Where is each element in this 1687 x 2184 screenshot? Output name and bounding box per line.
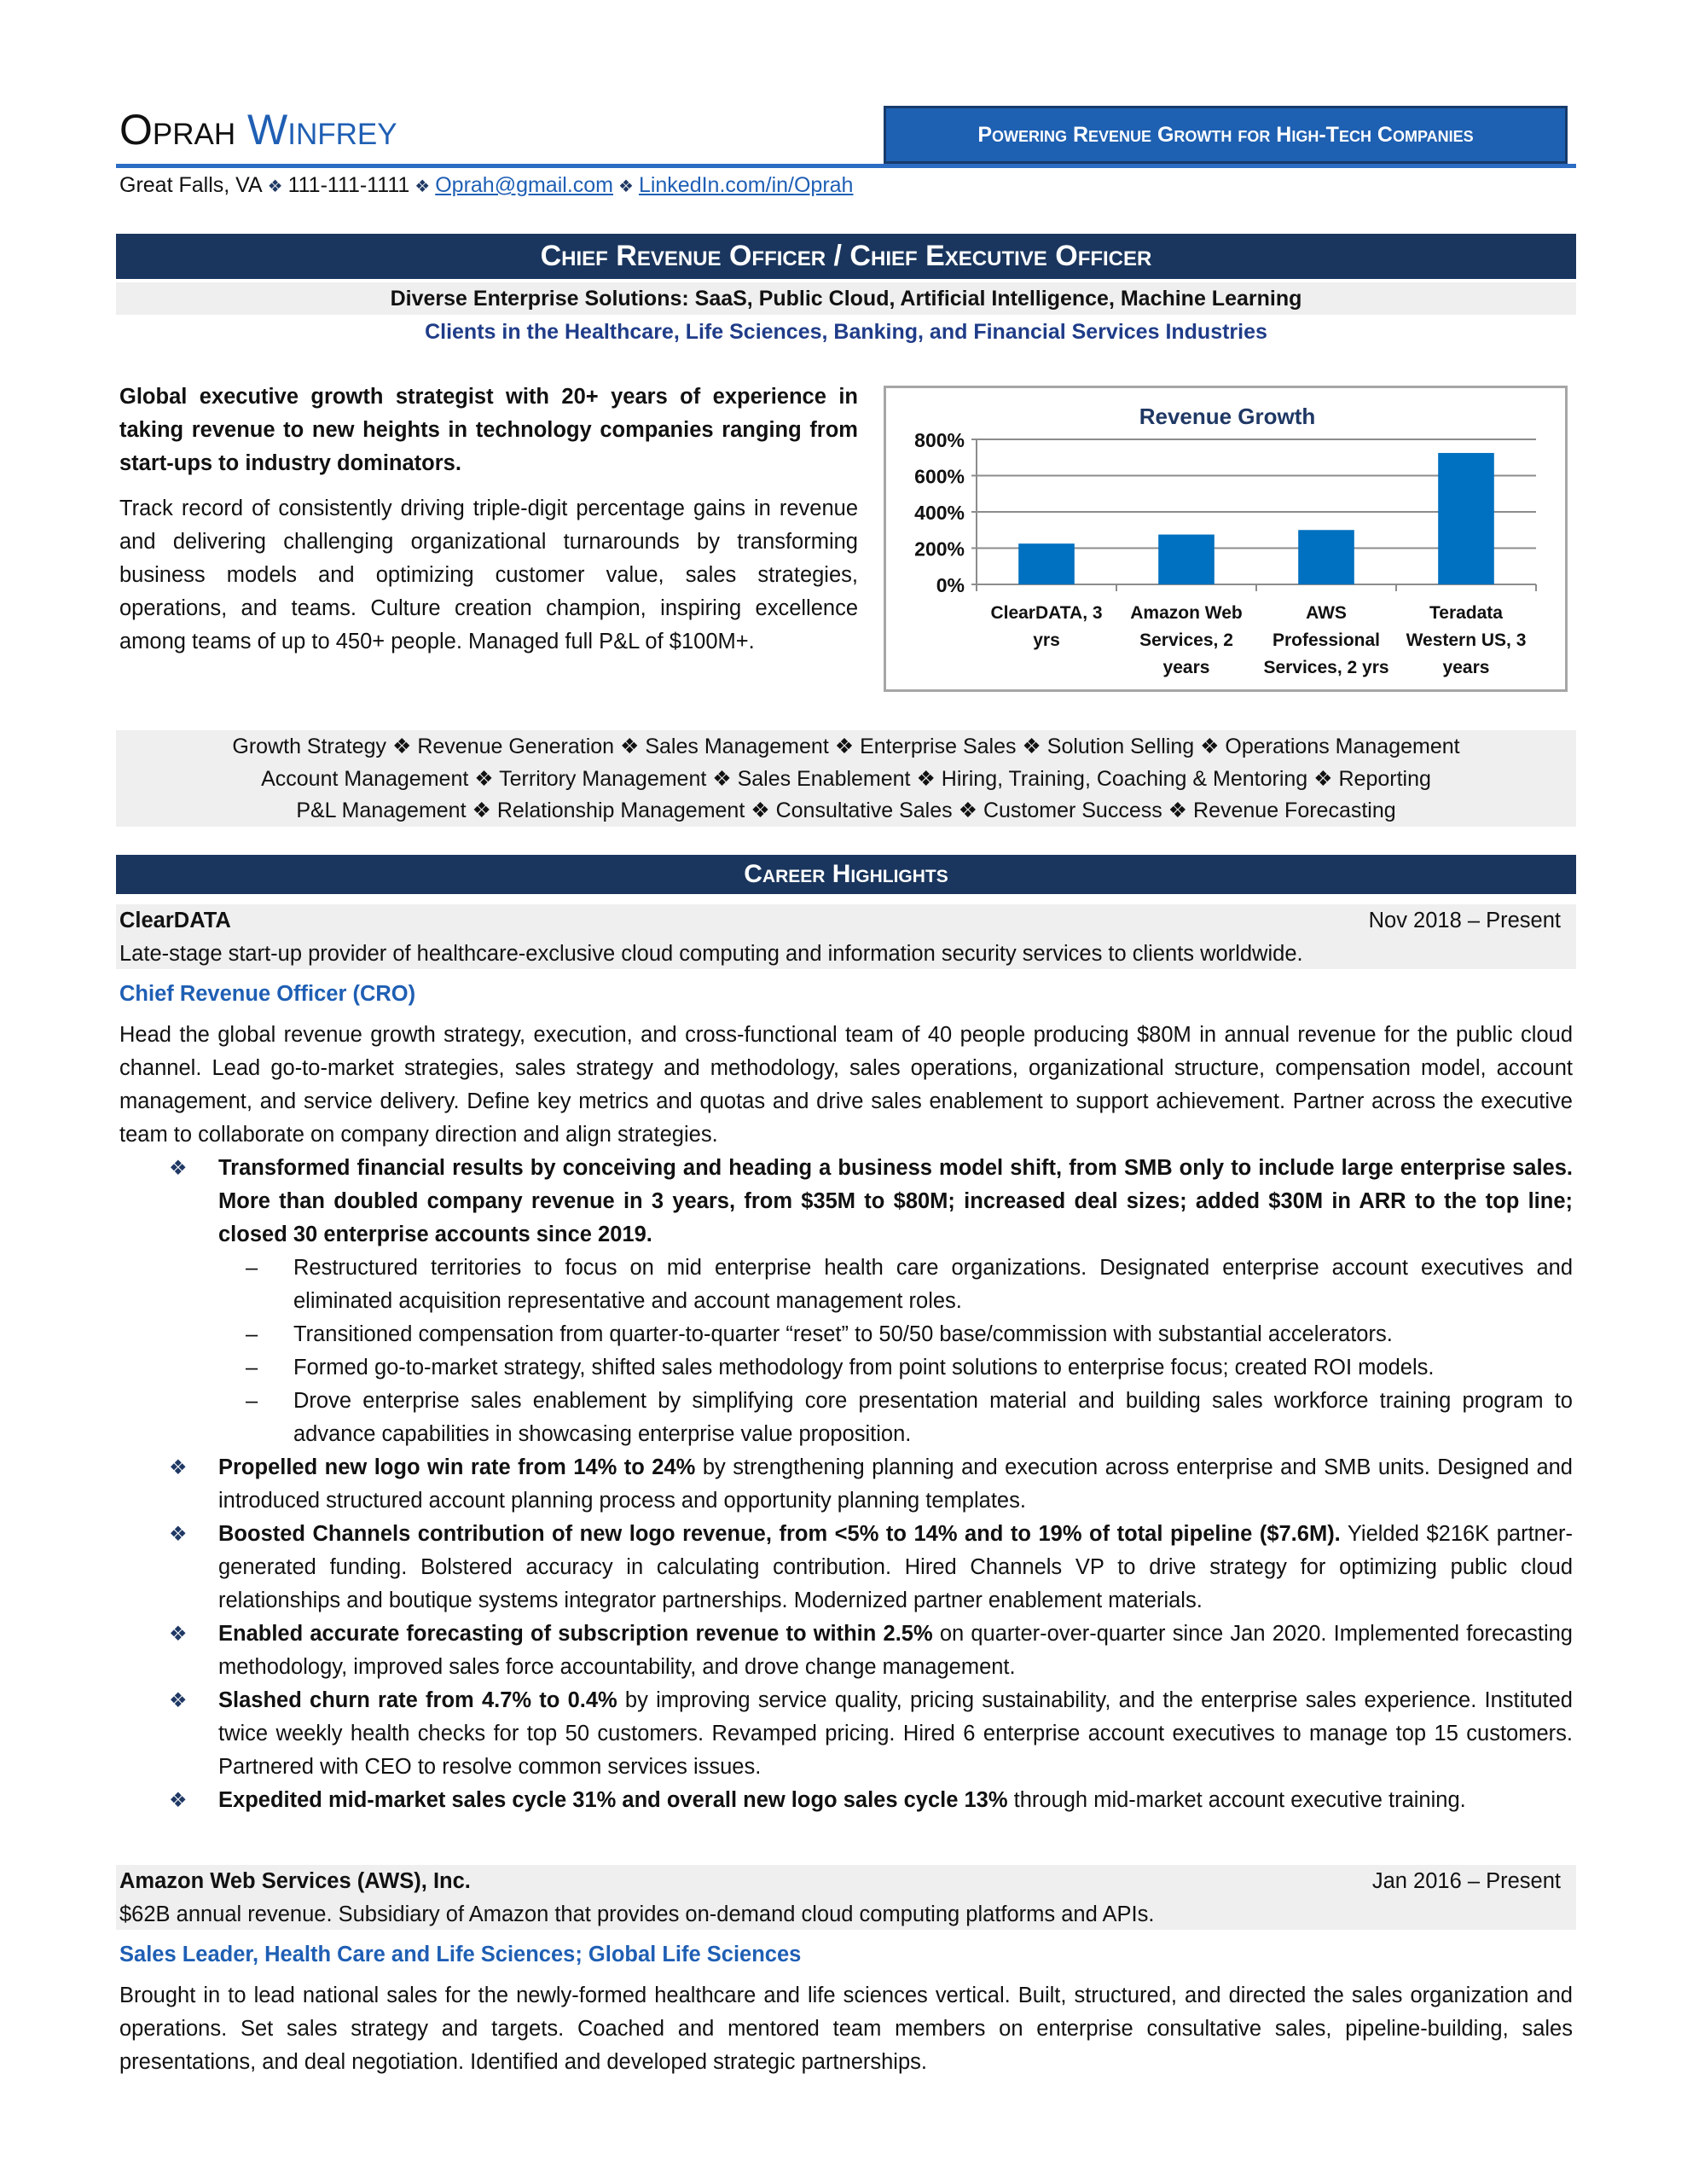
company-name: Amazon Web Services (AWS), Inc.: [119, 1869, 471, 1893]
phone: 111-111-1111: [287, 173, 410, 197]
job-header: [116, 904, 1576, 969]
diamond-bullet-icon: ❖: [169, 1689, 188, 1712]
job-dates: Nov 2018 – Present: [1368, 909, 1561, 932]
achievement-text: by strengthening planning and execution across enterprise and SMB units. Designed and introduced structured account planning process and opportunity planning templates.: [218, 1455, 1573, 1513]
x-category-label: Teradata: [1429, 603, 1503, 623]
skills-line: Account Management ❖ Territory Management ❖ Sales Enablement ❖ Hiring, Training, Coaching & Mentoring ❖ Reporting: [261, 766, 1431, 791]
x-category-label: Amazon Web: [1130, 603, 1243, 623]
achievement-highlight: Expedited mid-market sales cycle 31% and overall new logo sales cycle 13%: [218, 1788, 1008, 1812]
diamond-bullet-icon: ❖: [169, 1456, 188, 1479]
candidate-name: [119, 104, 397, 155]
contact-line: [119, 169, 853, 204]
skills-line: P&L Management ❖ Relationship Management ❖ Consultative Sales ❖ Customer Success ❖ Revenue Forecasting: [296, 799, 1396, 822]
email-link[interactable]: Oprah@gmail.com: [435, 173, 613, 197]
diamond-bullet-icon: ❖: [169, 1623, 188, 1646]
sub-item-text: Formed go-to-market strategy, shifted sales methodology from point solutions to enterprise focus; created ROI models.: [293, 1356, 1435, 1380]
job-role: Sales Leader, Health Care and Life Sciences; Global Life Sciences: [119, 1943, 802, 1966]
diamond-icon: ❖: [267, 177, 283, 196]
diamond-icon: ❖: [618, 177, 634, 196]
achievement-item: [169, 1451, 1573, 1518]
sub-item-text: Restructured territories to focus on mid enterprise health care organizations. Designated enterprise account executives and eliminated acquisition representative and account management roles.: [293, 1256, 1573, 1313]
company-about: Late-stage start-up provider of healthcare-exclusive cloud computing and information security services to clients worldwide.: [119, 942, 1303, 966]
achievement-text: through mid-market account executive training.: [1007, 1788, 1466, 1812]
x-category-label: Western US, 3: [1406, 630, 1527, 650]
job-cleardata: [116, 904, 1576, 1817]
header-rule: [116, 164, 1576, 168]
skills-box: [116, 730, 1576, 827]
x-category-label: AWS: [1306, 603, 1347, 623]
job-role: Chief Revenue Officer (CRO): [119, 982, 416, 1006]
bar: [1018, 543, 1075, 584]
job-description: Head the global revenue growth strategy, execution, and cross-functional team of 40 people producing $80M in annual revenue for the public cloud channel. Lead go-to-market strategies, sales strategy and methodology, sales operations, organizational structure, compensation model, account management, and service delivery. Define key metrics and quotas and drive sales enablement to support achievement. Partner across the executive team to collaborate on company direction and align strategies.: [119, 1023, 1573, 1147]
sub-list: [218, 1252, 1573, 1451]
revenue-growth-chart: [884, 386, 1568, 692]
y-tick-label: 400%: [914, 502, 965, 524]
diamond-icon: ❖: [415, 177, 431, 196]
job-description: Brought in to lead national sales for the newly-formed healthcare and life sciences vertical. Built, structured, and directed the sales organization and operations. Set sales strategy and targets. Coached and mentored team members on enterprise consultative sales, pipeline-building, sales presentations, and deal negotiation. Identified and developed strategic partnerships.: [119, 1984, 1573, 2074]
headline-subtitle: Diverse Enterprise Solutions: SaaS, Public Cloud, Artificial Intelligence, Machine Learning: [116, 282, 1576, 315]
achievement-text: by improving service quality, pricing sustainability, and the enterprise sales experience. Instituted twice weekly health checks for top 50 customers. Revamped pricing. Hired 6 enterprise account executives to manage top 15 customers. Partnered with CEO to resolve common services issues.: [218, 1688, 1573, 1779]
x-category-label: ClearDATA, 3: [990, 603, 1103, 623]
last-name: Winfrey: [247, 106, 397, 154]
clients-line: Clients in the Healthcare, Life Sciences, Banking, and Financial Services Industries: [425, 320, 1267, 344]
chart-title: Revenue Growth: [1139, 404, 1316, 429]
x-category-label: years: [1162, 658, 1210, 677]
x-category-label: Services, 2 yrs: [1263, 658, 1389, 677]
x-category-label: Professional: [1272, 630, 1381, 650]
x-category-label: yrs: [1033, 630, 1060, 650]
achievement-item: [169, 1684, 1573, 1784]
y-tick-label: 800%: [914, 429, 965, 451]
first-name: Oprah: [119, 106, 236, 154]
achievement-item: [169, 1518, 1574, 1618]
achievement-highlight: Boosted Channels contribution of new logo revenue, from <5% to 14% and to 19% of total pipeline ($7.6M).: [218, 1522, 1341, 1546]
dash-icon: –: [246, 1356, 258, 1380]
achievement-highlight: Transformed financial results by conceiving and heading a business model shift, from SMB only to include large enterprise sales. More than doubled company revenue in 3 years, from $35M to $80M; increased deal sizes; added $30M in ARR to the top line; closed 30 enterprise accounts since 2019.: [218, 1156, 1573, 1246]
job-dates: Jan 2016 – Present: [1371, 1869, 1561, 1893]
achievement-list: [116, 1152, 1576, 1817]
summary-body: Track record of consistently driving triple-digit percentage gains in revenue and delivering challenging organizational turnarounds by transforming business models and optimizing customer value, sales strategies, operations, and teams. Culture creation champion, inspiring excellence among teams of up to 450+ people. Managed full P&L of $100M+.: [119, 497, 858, 653]
career-highlights-heading: Career Highlights: [116, 855, 1576, 894]
dash-icon: –: [246, 1322, 258, 1346]
summary-lead: Global executive growth strategist with 20+ years of experience in taking revenue to new heights in technology companies ranging from start-ups to industry dominators.: [119, 385, 858, 475]
bar: [1158, 535, 1215, 584]
achievement-item: [169, 1152, 1573, 1451]
achievement-highlight: Slashed churn rate from 4.7% to 0.4%: [218, 1688, 617, 1712]
sub-item: [246, 1252, 1573, 1318]
sub-item-text: Transitioned compensation from quarter-to-quarter “reset” to 50/50 base/commission with substantial accelerators.: [293, 1322, 1393, 1346]
achievement-text: Yielded $216K partner-generated funding. Bolstered accuracy in calculating contribution. Hired Channels VP to drive strategy for optimizing public cloud relationships and boutique systems integrator partnerships. Modernized partner enablement materials.: [218, 1522, 1574, 1612]
bar: [1298, 530, 1354, 584]
company-name: ClearDATA: [119, 909, 231, 932]
x-category-label: years: [1442, 658, 1490, 677]
sub-item-text: Drove enterprise sales enablement by simplifying core presentation material and building sales workforce training program to advance capabilities in showcasing enterprise value proposition.: [293, 1389, 1573, 1446]
linkedin-link[interactable]: LinkedIn.com/in/Oprah: [638, 173, 854, 197]
headline-title: Chief Revenue Officer / Chief Executive Officer: [116, 234, 1576, 279]
location: Great Falls, VA: [119, 173, 263, 197]
y-tick-label: 0%: [936, 574, 965, 596]
x-category-label: Services, 2: [1139, 630, 1233, 650]
bar: [1438, 453, 1494, 584]
achievement-highlight: Enabled accurate forecasting of subscription revenue to within 2.5%: [218, 1622, 933, 1646]
achievement-text: on quarter-over-quarter since Jan 2020. Implemented forecasting methodology, improved sales force accountability, and drove change management.: [218, 1622, 1573, 1679]
achievement-item: [169, 1618, 1573, 1684]
sub-item: [246, 1351, 1573, 1385]
job-header: [116, 1865, 1576, 1930]
y-tick-label: 200%: [914, 537, 965, 561]
tagline-banner: Powering Revenue Growth for High-Tech Companies: [884, 106, 1568, 166]
company-about: $62B annual revenue. Subsidiary of Amazon that provides on-demand cloud computing platforms and APIs.: [119, 1902, 1155, 1926]
y-tick-label: 600%: [914, 465, 965, 488]
chart-svg: [886, 388, 1565, 689]
sub-item: [246, 1318, 1573, 1351]
achievement-highlight: Propelled new logo win rate from 14% to 24%: [218, 1455, 696, 1479]
diamond-bullet-icon: ❖: [169, 1523, 188, 1546]
diamond-bullet-icon: ❖: [169, 1789, 188, 1812]
summary: [119, 380, 858, 671]
skills-line: Growth Strategy ❖ Revenue Generation ❖ Sales Management ❖ Enterprise Sales ❖ Solution Selling ❖ Operations Management: [232, 735, 1460, 758]
sub-item: [246, 1385, 1573, 1451]
diamond-bullet-icon: ❖: [169, 1157, 188, 1180]
achievement-item: [169, 1784, 1573, 1817]
dash-icon: –: [246, 1389, 258, 1413]
job-aws: [116, 1865, 1576, 2079]
dash-icon: –: [246, 1256, 258, 1280]
